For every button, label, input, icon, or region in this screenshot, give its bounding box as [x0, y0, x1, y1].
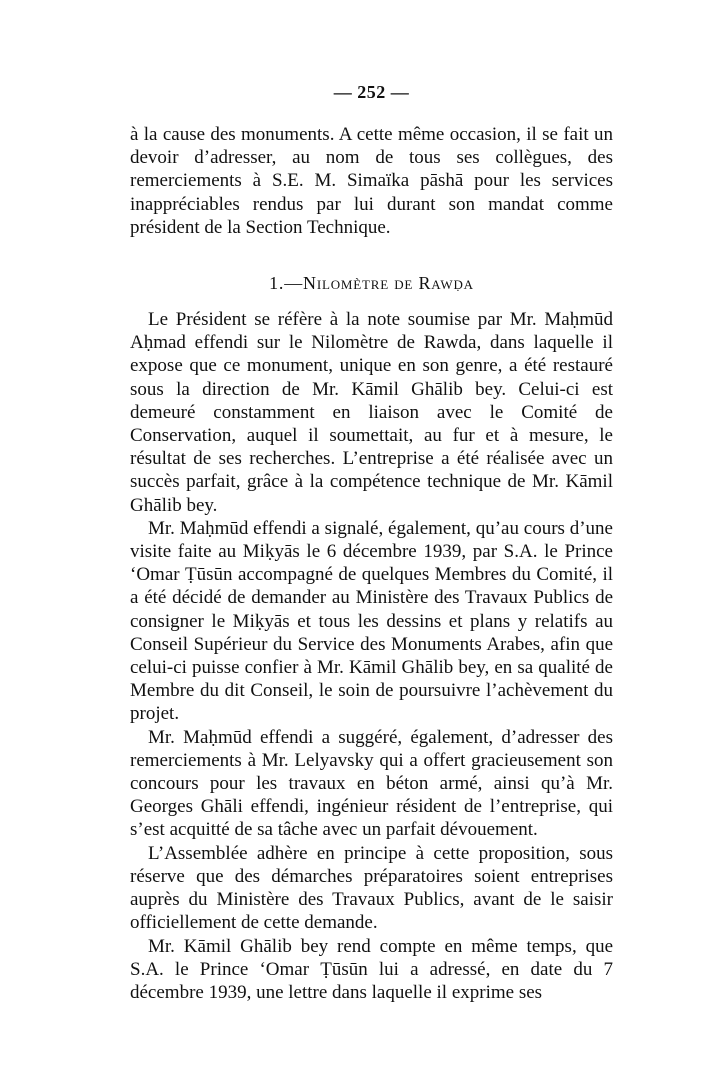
paragraph-4: L’Assemblée adhère en principe à cette proposition, sous réserve que des démarches préparatoires soient entreprises auprès du Ministère des Travaux Publics, avant de le saisir officiellement de cette demande.	[130, 842, 613, 934]
section-heading: 1.—Nilomètre de Rawḍa	[269, 273, 474, 294]
document-page	[130, 82, 613, 1004]
intro-paragraph: à la cause des monuments. A cette même occasion, il se fait un devoir d’adresser, au nom de tous ses collègues, des remerciements à S.E. M. Simaïka pāshā pour les services inappréciables rendus par lui durant son mandat comme président de la Section Technique.	[130, 124, 613, 238]
page-number: — 252 —	[333, 82, 410, 102]
paragraph-3: Mr. Maḥmūd effendi a suggéré, également, d’adresser des remerciements à Mr. Lelyavsky qui a offert gracieusement son concours pour les travaux en béton armé, ainsi qu’à Mr. Georges Ghāli effendi, ingénieur résident de l’entreprise, qui s’est acquitté de sa tâche avec un parfait dévouement.	[130, 726, 613, 841]
paragraph-5: Mr. Kāmil Ghālib bey rend compte en même temps, que S.A. le Prince ‘Omar Ṭūsūn lui a adressé, en date du 7 décembre 1939, une lettre dans laquelle il exprime ses	[130, 935, 613, 1003]
paragraph-1: Le Président se réfère à la note soumise par Mr. Maḥmūd Aḥmad effendi sur le Nilomètre de Rawda, dans laquelle il expose que ce monument, unique en son genre, a été restauré sous la direction de Mr. Kāmil Ghālib bey. Celui-ci est demeuré constamment en liaison avec le Comité de Conservation, auquel il soumettait, au fur et à mesure, le résultat de ses recherches. L’entreprise a été réalisée avec un succès parfait, grâce à la compétence technique de Mr. Kāmil Ghālib bey.	[130, 309, 613, 516]
paragraph-2: Mr. Maḥmūd effendi a signalé, également, qu’au cours d’une visite faite au Miḳyās le 6 décembre 1939, par S.A. le Prince ‘Omar Ṭūsūn accompagné de quelques Membres du Comité, il a été décidé de demander au Ministère des Travaux Publics de consigner le Miḳyās et tous les dessins et plans y relatifs au Conseil Supérieur du Service des Monuments Arabes, afin que celui-ci puisse confier à Mr. Kāmil Ghālib bey, en sa qualité de Membre du dit Conseil, le soin de poursuivre l’achèvement du projet.	[130, 517, 613, 725]
